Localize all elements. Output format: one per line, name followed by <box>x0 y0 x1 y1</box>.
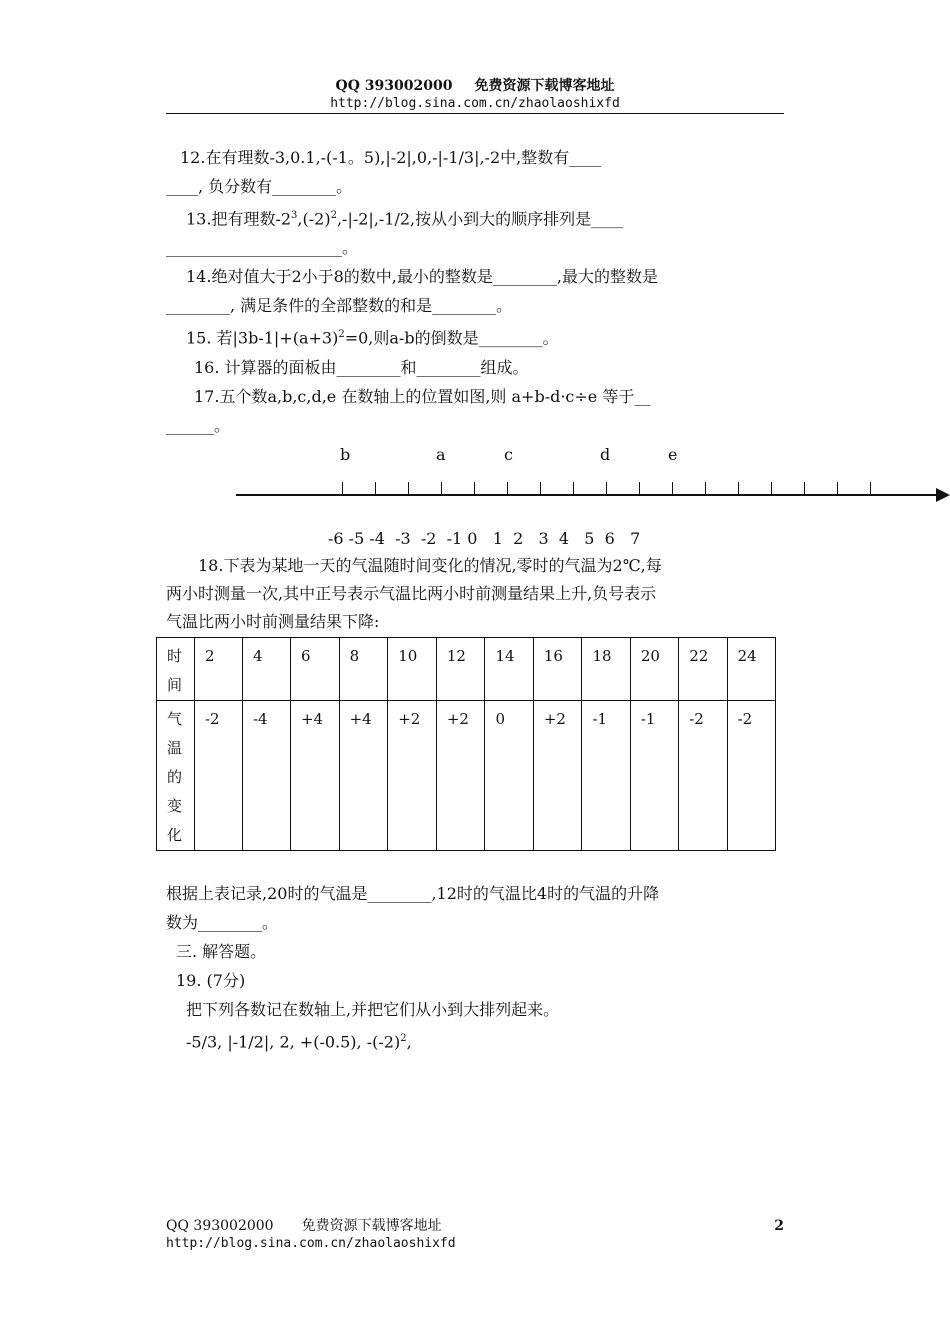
axis-tick <box>342 482 343 495</box>
section-3-title: 三. 解答题。 <box>176 941 267 961</box>
time-cell: 10 <box>388 637 437 700</box>
axis-arrow-icon <box>936 488 950 502</box>
temperature-table <box>156 637 776 851</box>
q18-intro-line-3: 气温比两小时前测量结果下降: <box>166 611 380 631</box>
axis-line <box>236 494 936 496</box>
q18-after-line-2: 数为________。 <box>166 912 279 932</box>
q18-intro-line-2: 两小时测量一次,其中正号表示气温比两小时前测量结果上升,负号表示 <box>166 583 657 603</box>
q16-line: 16. 计算器的面板由________和________组成。 <box>194 357 529 377</box>
change-cell: -1 <box>630 700 678 850</box>
axis-tick <box>606 482 607 495</box>
q13-sup-2: 2 <box>330 210 337 221</box>
table-row-change <box>157 700 776 850</box>
header-line-1 <box>166 78 784 95</box>
page-header <box>166 78 784 112</box>
axis-tick <box>771 482 772 495</box>
axis-tick <box>804 482 805 495</box>
change-cell: +4 <box>290 700 339 850</box>
time-cell: 16 <box>533 637 582 700</box>
q19-numbers <box>166 1024 786 1056</box>
time-cell: 18 <box>582 637 630 700</box>
q19-title: 19. (7分) <box>176 970 246 990</box>
q13-text-a: 13.把有理数-2 <box>186 209 292 229</box>
time-cell: 14 <box>485 637 533 700</box>
point-label-b: b <box>340 444 351 464</box>
row-header-change: 气温的变化 <box>157 700 195 850</box>
time-cell: 8 <box>339 637 388 700</box>
axis-tick <box>573 482 574 495</box>
time-cell: 20 <box>630 637 678 700</box>
q12-line-1: 12.在有理数-3,0.1,-(-1。5),|-2|,0,-|-1/3|,-2中,整数有____ <box>180 148 602 167</box>
axis-tick <box>837 482 838 495</box>
q13-line-1 <box>166 201 786 233</box>
footer-line-1 <box>166 1218 784 1235</box>
q19-sup: 2 <box>400 1032 407 1044</box>
axis-numbers: -6 -5 -4 -3 -2 -1 0 1 2 3 4 5 6 7 <box>328 528 641 548</box>
q17-line-1: 17.五个数a,b,c,d,e 在数轴上的位置如图,则 a+b-d·c÷e 等于__ <box>194 386 651 406</box>
change-cell: +2 <box>388 700 437 850</box>
q15-text-b: =0,则a-b的倒数是________。 <box>344 328 559 348</box>
header-url: http://blog.sina.com.cn/zhaolaoshixfd <box>330 96 620 111</box>
document-body <box>166 143 786 1056</box>
q13-text-b: ,(-2) <box>297 209 331 229</box>
point-label-c: c <box>504 444 513 464</box>
page-number: 2 <box>774 1218 784 1234</box>
change-cell: -4 <box>242 700 290 850</box>
change-cell: 0 <box>485 700 533 850</box>
change-cell: -2 <box>727 700 775 850</box>
point-label-a: a <box>436 444 446 464</box>
time-cell: 2 <box>194 637 242 700</box>
q15-sup: 2 <box>338 329 345 341</box>
time-cell: 24 <box>727 637 775 700</box>
axis-tick <box>474 482 475 495</box>
page-footer <box>166 1218 784 1252</box>
number-line <box>236 440 950 552</box>
q18-intro-line-1: 18.下表为某地一天的气温随时间变化的情况,零时的气温为2℃,每 <box>198 555 662 575</box>
axis-tick <box>672 482 673 495</box>
q12-line-2: ____, 负分数有________。 <box>166 177 353 196</box>
footer-slogan: 免费资源下载博客地址 <box>301 1218 442 1234</box>
table-row-time <box>157 637 776 700</box>
q19-numbers-text: -5/3, |-1/2|, 2, +(-0.5), -(-2) <box>186 1031 401 1051</box>
header-slogan: 免费资源下载博客地址 <box>474 78 615 94</box>
q13-sup-1: 3 <box>291 210 298 221</box>
q14-line-1: 14.绝对值大于2小于8的数中,最小的整数是________,最大的整数是 <box>186 267 658 287</box>
change-cell: +2 <box>533 700 582 850</box>
axis-tick <box>408 482 409 495</box>
change-cell: -2 <box>194 700 242 850</box>
footer-url: http://blog.sina.com.cn/zhaolaoshixfd <box>166 1236 456 1251</box>
header-divider <box>166 113 784 114</box>
q14-line-2: ________, 满足条件的全部整数的和是________。 <box>166 296 513 316</box>
axis-tick <box>705 482 706 495</box>
q13-line-2: ______________________。 <box>166 238 359 258</box>
q15-text-a: 15. 若|3b-1|+(a+3) <box>186 328 339 348</box>
header-qq: QQ 393002000 <box>335 78 453 94</box>
footer-qq: QQ 393002000 <box>166 1218 274 1234</box>
axis-tick <box>870 482 871 495</box>
q18-after-line-1: 根据上表记录,20时的气温是________,12时的气温比4时的气温的升降 <box>166 883 660 903</box>
axis-tick <box>639 482 640 495</box>
axis-tick <box>507 482 508 495</box>
axis-tick <box>375 482 376 495</box>
q13-text-c: ,-|-2|,-1/2,按从小到大的顺序排列是____ <box>336 209 624 229</box>
point-label-e: e <box>668 444 678 464</box>
q19-text: 把下列各数记在数轴上,并把它们从小到大排列起来。 <box>186 999 560 1019</box>
time-cell: 22 <box>679 637 727 700</box>
change-cell: +4 <box>339 700 388 850</box>
row-header-time: 时间 <box>157 637 195 700</box>
time-cell: 12 <box>436 637 485 700</box>
time-cell: 4 <box>242 637 290 700</box>
q17-line-2: ______。 <box>166 415 231 435</box>
point-label-d: d <box>600 444 611 464</box>
time-cell: 6 <box>290 637 339 700</box>
axis-tick <box>441 482 442 495</box>
change-cell: -1 <box>582 700 630 850</box>
q15-line <box>166 320 786 352</box>
axis-tick <box>738 482 739 495</box>
q19-numbers-end: , <box>406 1031 412 1051</box>
change-cell: -2 <box>679 700 727 850</box>
change-cell: +2 <box>436 700 485 850</box>
axis-tick <box>540 482 541 495</box>
